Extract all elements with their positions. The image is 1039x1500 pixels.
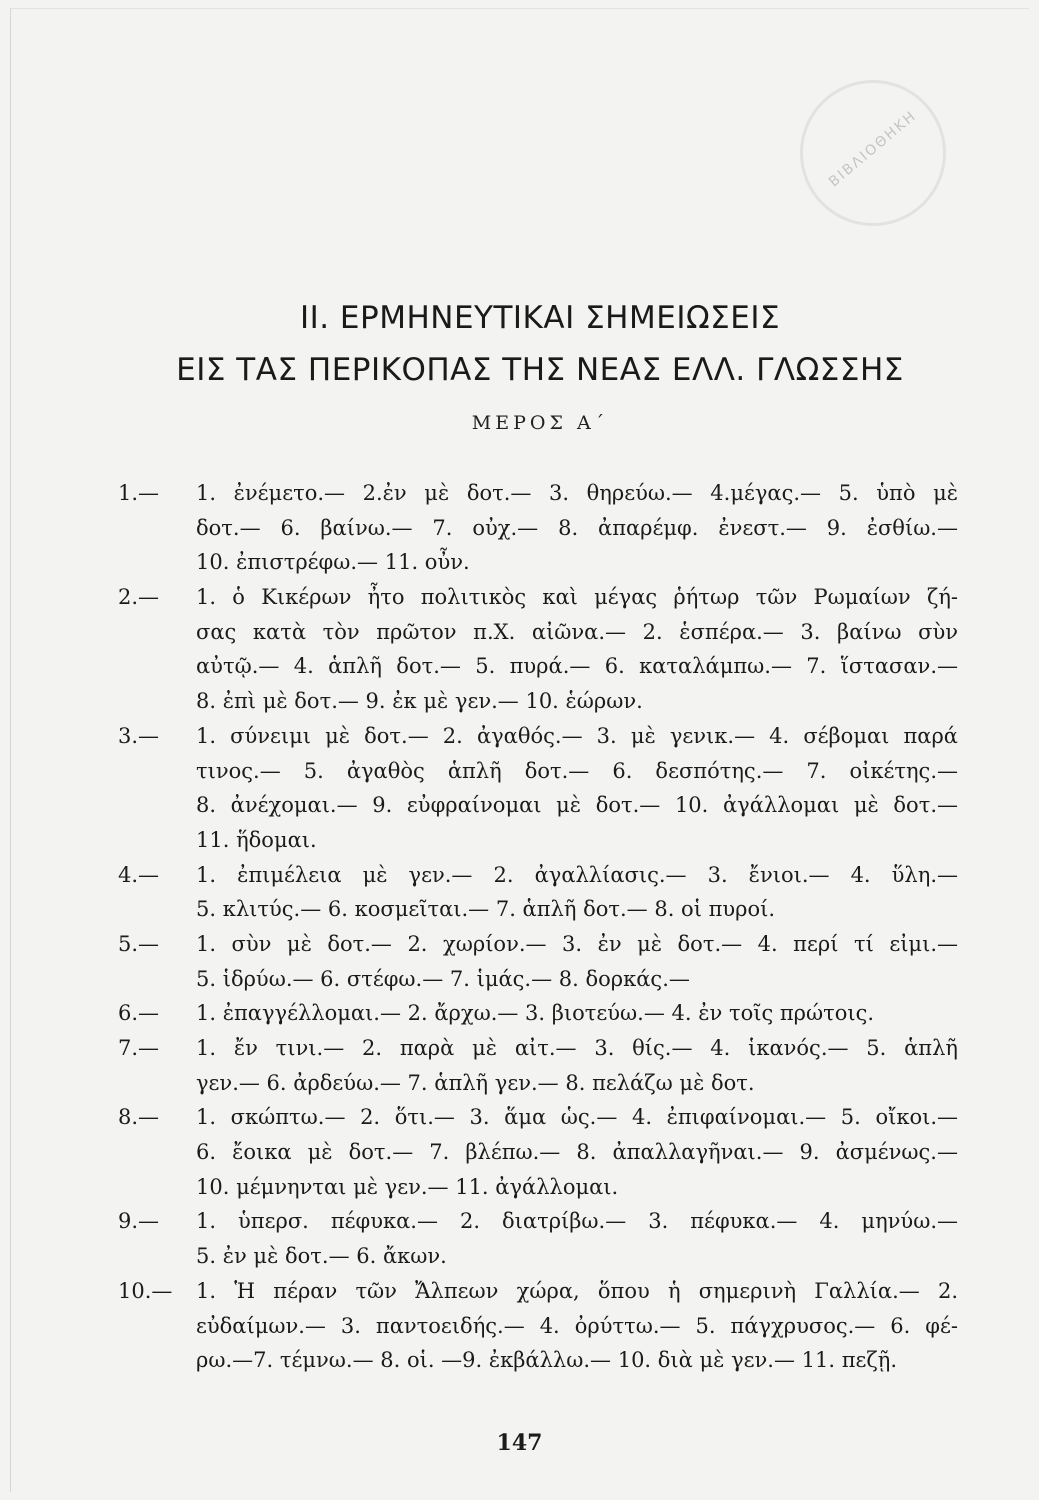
note-line: ρω.—7. τέμνω.— 8. οἱ. —9. ἐκβάλλω.— 10. διὰ μὲ γεν.— 11. πεζῇ. [196,1348,898,1373]
note-line: 1. σύνειμι μὲ δοτ.— 2. ἀγαθός.— 3. μὲ γενικ.— 4. σέβομαι παρά [196,723,958,748]
note-number: 2.— [118,585,160,610]
note-line: τινος.— 5. ἀγαθὸς ἁπλῆ δοτ.— 6. δεσπότης.— 7. οἰκέτης.— [196,758,958,783]
note-entry [118,1031,958,1100]
note-line: δοτ.— 6. βαίνω.— 7. οὐχ.— 8. ἀπαρέμφ. ἐνεστ.— 9. ἐσθίω.— [196,515,958,540]
note-line: 5. ἐν μὲ δοτ.— 6. ἄκων. [196,1244,447,1269]
note-number: 3.— [118,723,160,748]
note-line: σας κατὰ τὸν πρῶτον π.Χ. αἰῶνα.— 2. ἑσπέρα.— 3. βαίνω σὺν [196,619,958,644]
note-line: εὐδαίμων.— 3. παντοειδής.— 4. ὀρύττω.— 5. πάγχρυσος.— 6. φέ- [196,1313,958,1338]
note-line: 8. ἀνέχομαι.— 9. εὐφραίνομαι μὲ δοτ.— 10. ἀγάλλομαι μὲ δοτ.— [196,793,958,818]
note-entry [118,858,958,927]
note-line: 5. κλιτύς.— 6. κοσμεῖται.— 7. ἁπλῆ δοτ.— 8. οἱ πυροί. [196,897,776,922]
note-entry [118,1204,958,1273]
note-line: 1. σκώπτω.— 2. ὅτι.— 3. ἅμα ὡς.— 4. ἐπιφαίνομαι.— 5. οἴκοι.— [196,1105,958,1130]
note-line: 10. μέμνηνται μὲ γεν.— 11. ἀγάλλομαι. [196,1174,619,1199]
note-line: 1. ἐνέμετο.— 2.ἐν μὲ δοτ.— 3. θηρεύω.— 4.μέγας.— 5. ὑπὸ μὲ [196,481,958,505]
note-line: γεν.— 6. ἀρδεύω.— 7. ἁπλῆ γεν.— 8. πελάζω μὲ δοτ. [196,1070,755,1095]
section-heading-line-1: II. ΕΡΜΗΝΕΥΤΙΚΑΙ ΣΗΜΕΙΩΣΕΙΣ [299,300,781,336]
note-number: 1.— [118,481,160,505]
note-number: 8.— [118,1105,160,1130]
note-entry [118,996,958,1031]
note-number: 5.— [118,931,160,956]
note-line: 1. σὺν μὲ δοτ.— 2. χωρίον.— 3. ἐν μὲ δοτ.— 4. περί τί εἰμι.— [196,931,958,956]
note-number: 6.— [118,1001,160,1026]
note-line: 1. ὁ Κικέρων ἦτο πολιτικὸς καὶ μέγας ῥήτωρ τῶν Ρωμαίων ζή- [196,585,958,610]
page-number: 147 [496,1430,543,1456]
note-line: 1. ὑπερσ. πέφυκα.— 2. διατρίβω.— 3. πέφυκα.— 4. μηνύω.— [196,1209,958,1234]
section-heading-line-2: ΕΙΣ ΤΑΣ ΠΕΡΙΚΟΠΑΣ ΤΗΣ ΝΕΑΣ ΕΛΛ. ΓΛΩΣΣΗΣ [176,352,904,388]
note-line: 11. ἥδομαι. [196,827,317,852]
note-line: 8. ἐπὶ μὲ δοτ.— 9. ἐκ μὲ γεν.— 10. ἑώρων. [196,689,643,714]
note-number: 7.— [118,1036,160,1060]
note-line: 1. ἔν τινι.— 2. παρὰ μὲ αἰτ.— 3. θίς.— 4. ἱκανός.— 5. ἁπλῆ [196,1036,958,1060]
note-number: 4.— [118,862,160,887]
note-number: 10.— [118,1278,173,1303]
notes-list [118,476,958,1378]
note-entry [118,1274,958,1378]
library-stamp: ΒΙΒΛΙΟΘΗΚΗ [800,80,946,226]
note-line: 1. ἐπιμέλεια μὲ γεν.— 2. ἀγαλλίασις.— 3. ἔνιοι.— 4. ὕλη.— [196,862,958,887]
note-entry [118,719,958,858]
note-line: 6. ἔοικα μὲ δοτ.— 7. βλέπω.— 8. ἀπαλλαγῆναι.— 9. ἀσμένως.— [196,1140,958,1165]
note-number: 9.— [118,1209,160,1234]
note-line: 10. ἐπιστρέφω.— 11. οὖν. [196,550,470,575]
note-entry [118,476,958,580]
note-entry [118,927,958,996]
part-subtitle: ΜΕΡΟΣ Α΄ [471,412,609,434]
note-entry [118,1100,958,1204]
note-line: αὐτῷ.— 4. ἁπλῆ δοτ.— 5. πυρά.— 6. καταλάμπω.— 7. ἵστασαν.— [196,654,958,679]
note-line: 5. ἱδρύω.— 6. στέφω.— 7. ἱμάς.— 8. δορκάς.— [196,966,690,991]
note-entry [118,580,958,719]
note-line: 1. ἐπαγγέλλομαι.— 2. ἄρχω.— 3. βιοτεύω.— 4. ἐν τοῖς πρώτοις. [196,1001,875,1026]
note-line: 1. Ἡ πέραν τῶν Ἄλπεων χώρα, ὅπου ἡ σημερινὴ Γαλλία.— 2. [196,1278,958,1303]
